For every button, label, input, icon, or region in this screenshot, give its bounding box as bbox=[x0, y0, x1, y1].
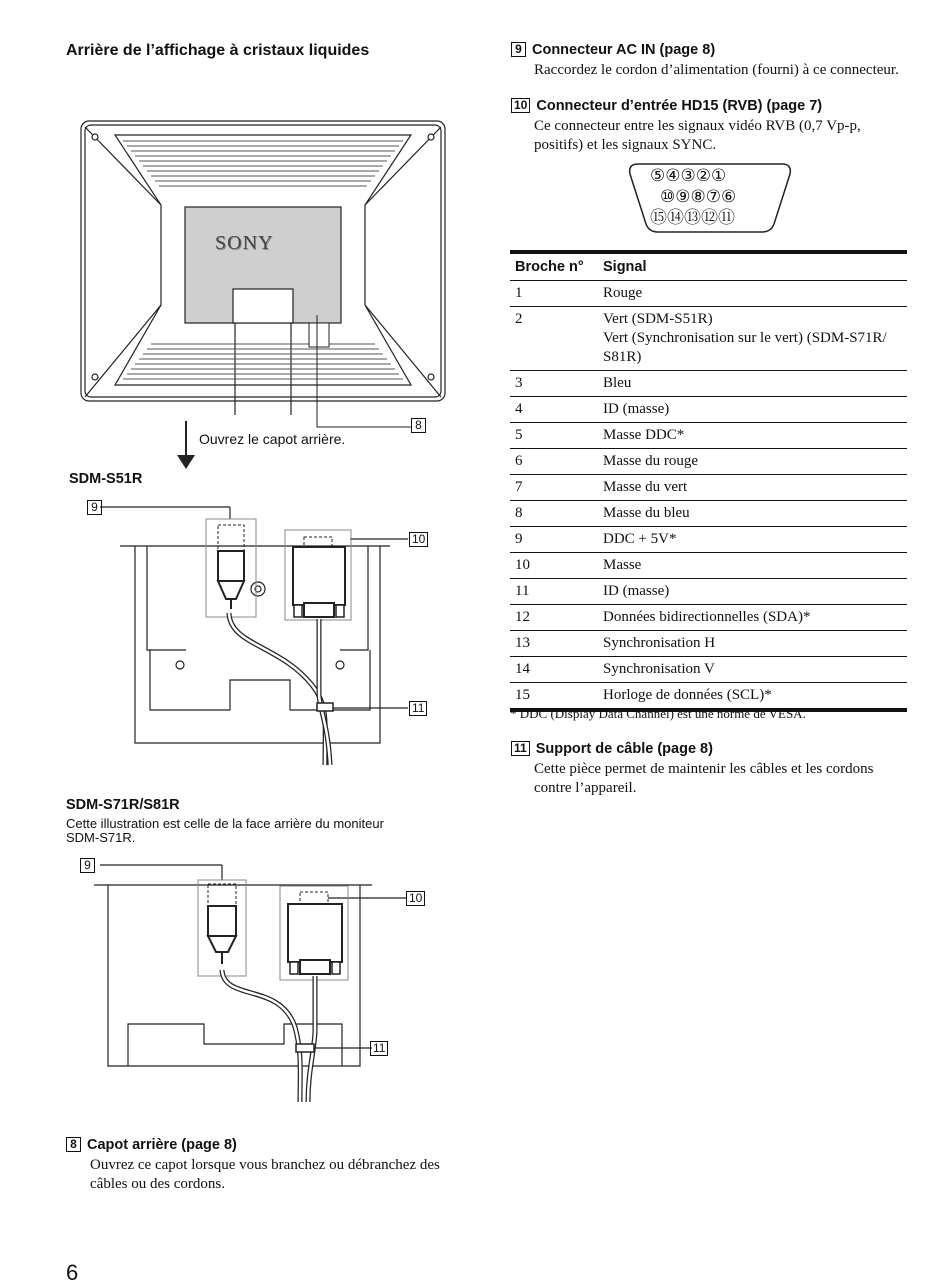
item8-title: Capot arrière (page 8) bbox=[87, 1137, 237, 1153]
signal-cell: Rouge bbox=[598, 281, 907, 307]
table-row bbox=[510, 371, 907, 397]
pin-cell: 6 bbox=[510, 449, 598, 475]
pin-cell: 11 bbox=[510, 579, 598, 605]
item11-number: 11 bbox=[511, 741, 530, 756]
pin-table bbox=[510, 250, 907, 712]
footnote: * DDC (Display Data Channel) est une norme de VESA. bbox=[510, 706, 806, 721]
signal-cell: Masse DDC* bbox=[598, 423, 907, 449]
hd15-pin: ⑤ bbox=[650, 166, 666, 186]
item10-line2: positifs) et les signaux SYNC. bbox=[534, 137, 717, 153]
hd15-pin: ① bbox=[711, 166, 727, 186]
table-row bbox=[510, 423, 907, 449]
pin-cell: 8 bbox=[510, 501, 598, 527]
callout-11-s51r: 11 bbox=[409, 701, 427, 716]
item10-title: Connecteur d’entrée HD15 (RVB) (page 7) bbox=[536, 98, 823, 114]
hd15-row-2 bbox=[650, 187, 770, 208]
signal-cell: Données bidirectionnelles (SDA)* bbox=[598, 605, 907, 631]
page-number: 6 bbox=[66, 1260, 79, 1285]
callout-9-s71r: 9 bbox=[80, 858, 95, 873]
table-row bbox=[510, 631, 907, 657]
hd15-pin: ⑪ bbox=[718, 208, 735, 228]
callout-10-s71r: 10 bbox=[406, 891, 425, 906]
model1-title: SDM-S51R bbox=[69, 471, 143, 487]
item11-title: Support de câble (page 8) bbox=[535, 741, 713, 757]
item11-line2: contre l’appareil. bbox=[534, 780, 637, 796]
section-title: Arrière de l’affichage à cristaux liquides bbox=[66, 42, 370, 59]
hd15-pin: ② bbox=[695, 166, 711, 186]
item11-heading bbox=[511, 741, 713, 757]
item11-line1: Cette pièce permet de maintenir les câbles et les cordons bbox=[534, 761, 874, 777]
table-row bbox=[510, 397, 907, 423]
hd15-pin: ⑦ bbox=[705, 187, 721, 207]
s71r-connector-illustration bbox=[80, 852, 430, 1107]
item9-number: 9 bbox=[511, 42, 526, 57]
pin-cell: 1 bbox=[510, 281, 598, 307]
signal-cell: ID (masse) bbox=[598, 579, 907, 605]
callout-11-s71r: 11 bbox=[370, 1041, 388, 1056]
signal-cell: Masse du bleu bbox=[598, 501, 907, 527]
pin-cell: 13 bbox=[510, 631, 598, 657]
signal-cell: ID (masse) bbox=[598, 397, 907, 423]
table-row bbox=[510, 605, 907, 631]
model2-title: SDM-S71R/S81R bbox=[66, 797, 180, 813]
signal-cell: Synchronisation H bbox=[598, 631, 907, 657]
hd15-pin: ⑨ bbox=[675, 187, 691, 207]
model2-caption-line2: SDM-S71R. bbox=[66, 830, 136, 845]
item8-heading bbox=[66, 1137, 237, 1153]
hd15-row-3 bbox=[650, 208, 770, 229]
hd15-pin-grid bbox=[650, 166, 770, 229]
item10-number: 10 bbox=[511, 98, 530, 113]
pin-cell: 3 bbox=[510, 371, 598, 397]
table-row bbox=[510, 579, 907, 605]
table-row bbox=[510, 501, 907, 527]
pin-cell: 2 bbox=[510, 307, 598, 371]
hd15-pin: ⑮ bbox=[650, 208, 667, 228]
table-row bbox=[510, 657, 907, 683]
table-row bbox=[510, 527, 907, 553]
model2-caption-line1: Cette illustration est celle de la face arrière du moniteur bbox=[66, 816, 384, 831]
table-row bbox=[510, 553, 907, 579]
item10-heading bbox=[511, 98, 822, 114]
signal-cell: Masse du vert bbox=[598, 475, 907, 501]
table-row bbox=[510, 281, 907, 307]
table-row bbox=[510, 475, 907, 501]
col-signal-header: Signal bbox=[598, 252, 907, 281]
hd15-pin: ⑬ bbox=[684, 208, 701, 228]
pin-cell: 9 bbox=[510, 527, 598, 553]
hd15-pin: ⑩ bbox=[660, 187, 676, 207]
pin-cell: 15 bbox=[510, 683, 598, 711]
item8-number: 8 bbox=[66, 1137, 81, 1152]
signal-cell: Vert (SDM-S51R) Vert (Synchronisation sur le vert) (SDM-S71R/ S81R) bbox=[598, 307, 907, 371]
hd15-pin: ⑭ bbox=[667, 208, 684, 228]
signal-cell: DDC + 5V* bbox=[598, 527, 907, 553]
hd15-pin: ⑧ bbox=[690, 187, 706, 207]
pin-table-wrapper bbox=[510, 250, 907, 712]
pin-cell: 5 bbox=[510, 423, 598, 449]
sony-logo: SONY bbox=[215, 232, 274, 254]
hd15-row-1 bbox=[650, 166, 770, 187]
monitor-rear-illustration bbox=[75, 115, 455, 475]
signal-cell: Masse bbox=[598, 553, 907, 579]
hd15-pin: ⑫ bbox=[701, 208, 718, 228]
pin-cell: 7 bbox=[510, 475, 598, 501]
signal-cell: Masse du rouge bbox=[598, 449, 907, 475]
pin-cell: 10 bbox=[510, 553, 598, 579]
signal-cell: Bleu bbox=[598, 371, 907, 397]
pin-table-header bbox=[510, 252, 907, 281]
pin-cell: 4 bbox=[510, 397, 598, 423]
item8-line1: Ouvrez ce capot lorsque vous branchez ou débranchez des bbox=[90, 1157, 440, 1173]
s51r-connector-illustration bbox=[80, 495, 430, 770]
item9-line1: Raccordez le cordon d’alimentation (fourni) à ce connecteur. bbox=[534, 62, 899, 78]
item10-line1: Ce connecteur entre les signaux vidéo RVB (0,7 Vp-p, bbox=[534, 118, 861, 134]
item9-heading bbox=[511, 42, 715, 58]
signal-cell: Synchronisation V bbox=[598, 657, 907, 683]
table-row bbox=[510, 449, 907, 475]
hd15-pin: ⑥ bbox=[721, 187, 737, 207]
open-cover-caption: Ouvrez le capot arrière. bbox=[199, 431, 346, 447]
hd15-pin: ③ bbox=[680, 166, 696, 186]
callout-9-s51r: 9 bbox=[87, 500, 102, 515]
col-pin-header: Broche n° bbox=[510, 252, 598, 281]
hd15-pin: ④ bbox=[665, 166, 681, 186]
pin-cell: 14 bbox=[510, 657, 598, 683]
callout-10-s51r: 10 bbox=[409, 532, 428, 547]
signal-cell: Horloge de données (SCL)* bbox=[598, 683, 907, 711]
item9-title: Connecteur AC IN (page 8) bbox=[532, 42, 716, 58]
table-row bbox=[510, 307, 907, 371]
callout-8: 8 bbox=[411, 418, 426, 433]
pin-cell: 12 bbox=[510, 605, 598, 631]
item8-line2: câbles ou des cordons. bbox=[90, 1176, 225, 1192]
